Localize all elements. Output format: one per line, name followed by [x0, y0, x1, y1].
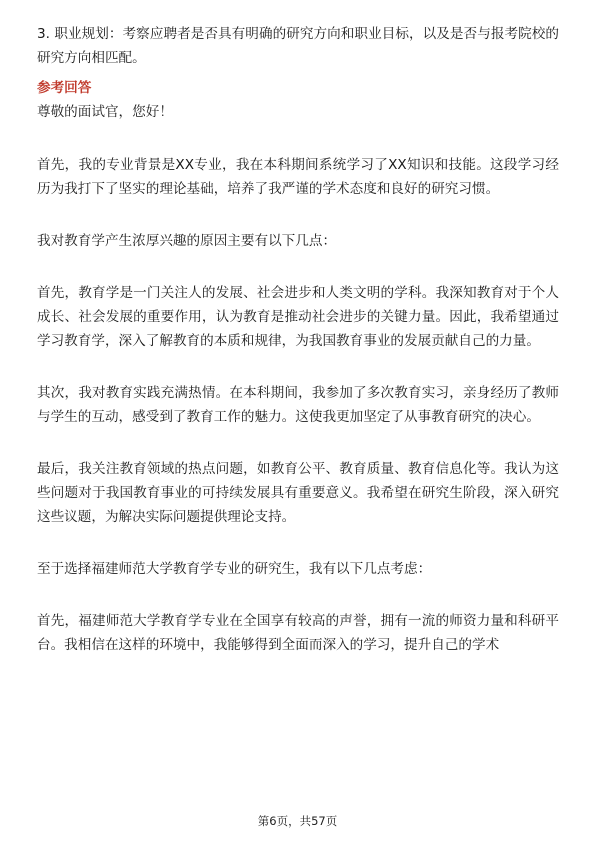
page-content: [37, 22, 559, 657]
intro-point-text: 3. 职业规划：考察应聘者是否具有明确的研究方向和职业目标，以及是否与报考院校的研究方向相匹配。: [37, 26, 559, 66]
paragraph-interest-second: 其次，我对教育实践充满热情。在本科期间，我参加了多次教育实习，亲身经历了教师与学生的互动，感受到了教育工作的魅力。这使我更加坚定了从事教育研究的决心。: [37, 385, 559, 425]
paragraph-background: 首先，我的专业背景是XX专业，我在本科期间系统学习了XX知识和技能。这段学习经历为我打下了坚实的理论基础，培养了我严谨的学术态度和良好的研究习惯。: [37, 157, 559, 197]
paragraph-choice-intro: 至于选择福建师范大学教育学专业的研究生，我有以下几点考虑：: [37, 561, 432, 577]
page-number-footer: 第6页，共57页: [257, 814, 338, 828]
paragraph-interest-first: 首先，教育学是一门关注人的发展、社会进步和人类文明的学科。我深知教育对于个人成长、社会发展的重要作用，认为教育是推动社会进步的关键力量。因此，我希望通过学习教育学，深入了解教育的本质和规律，为我国教育事业的发展贡献自己的力量。: [37, 285, 559, 349]
answer-heading: 参考回答: [37, 80, 92, 96]
paragraph-interest-intro: 我对教育学产生浓厚兴趣的原因主要有以下几点：: [37, 233, 337, 249]
paragraph-interest-last: 最后，我关注教育领域的热点问题，如教育公平、教育质量、教育信息化等。我认为这些问题对于我国教育事业的可持续发展具有重要意义。我希望在研究生阶段，深入研究这些议题，为解决实际问题提供理论支持。: [37, 461, 559, 525]
paragraph-choice-first: 首先，福建师范大学教育学专业在全国享有较高的声誉，拥有一流的师资力量和科研平台。我相信在这样的环境中，我能够得到全面而深入的学习，提升自己的学术: [37, 613, 559, 653]
paragraph-greeting: 尊敬的面试官，您好！: [37, 104, 173, 120]
